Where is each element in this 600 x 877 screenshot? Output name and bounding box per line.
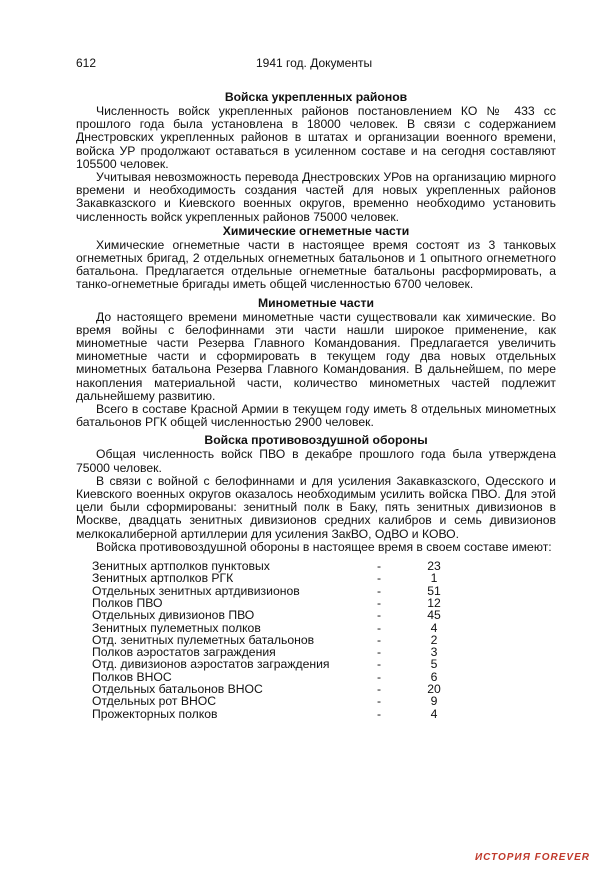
- composition-row: [92, 708, 464, 720]
- paragraph: Химические огнеметные части в настоящее время состоят из 3 танковых огнеметных бригад, 2 отдельных огнеметных батальонов и 1 опытного огнеметного батальона. Предлагается отдельные огнеметные батальоны расформировать, а танко-огнеметные бригады иметь общей численностью 6700 человек.: [76, 237, 556, 292]
- composition-dash: -: [376, 559, 382, 574]
- composition-value: 5: [430, 657, 438, 672]
- page-header: [0, 56, 600, 72]
- paragraph: Учитывая невозможность перевода Днестровских УРов на организацию мирного времени и необходимость создания частей для новых укрепленных районов Закавказского и Киевского военных округов, временно необходимо установить численность войск укрепленных районов 75000 человек.: [76, 170, 556, 224]
- paragraph: В связи с войной с белофиннами и для усиления Закавказского, Одесского и Киевского военных округов оказалось необходимым усилить войска ПВО. Для этой цели были сформированы: зенитный полк в Баку, пять зенитных дивизионов в Москве, двадцать зенитных дивизионов средних калибров и семь дивизионов мелкокалиберной артиллерии для усиления ЗакВО, ОдВО и КОВО.: [76, 473, 556, 541]
- section-air-defense: [76, 433, 556, 554]
- watermark: ИСТОРИЯ FOREVER: [474, 852, 590, 863]
- section-heading: Минометные части: [258, 295, 374, 310]
- composition-label: Зенитных артполков пунктовых: [92, 559, 270, 574]
- composition-value: 6: [430, 669, 438, 684]
- composition-dash: -: [376, 583, 382, 598]
- composition-label: Зенитных пулеметных полков: [92, 620, 261, 635]
- composition-value: 4: [430, 706, 438, 721]
- composition-value: 45: [427, 608, 441, 623]
- paragraph: Общая численность войск ПВО в декабре прошлого года была утверждена 75000 человек.: [76, 447, 556, 475]
- paragraph: Всего в составе Красной Армии в текущем году иметь 8 отдельных минометных батальонов РГК общей численностью 2900 человек.: [76, 402, 556, 430]
- composition-label: Зенитных артполков РГК: [92, 571, 234, 586]
- composition-value: 4: [430, 620, 438, 635]
- composition-row: [92, 609, 464, 621]
- composition-label: Отд. дивизионов аэростатов заграждения: [92, 657, 330, 672]
- composition-value: 20: [427, 682, 441, 697]
- composition-row: [92, 658, 464, 670]
- composition-row: [92, 695, 464, 707]
- composition-label: Отдельных батальонов ВНОС: [92, 682, 263, 697]
- composition-dash: -: [376, 682, 382, 697]
- page-number: 612: [76, 56, 97, 70]
- paragraph: До настоящего времени минометные части существовали как химические. Во время войны с белофиннами эти части нашли широкое применение, как минометные части Резерва Главного Командования. Предлагается увеличить минометные части и сформировать в текущем году два новых отдельных минометных батальона Резерва Главного Командования. В дальнейшем, по мере накопления материальной части, количество минометных частей подлежит дальнейшему развитию.: [76, 309, 556, 403]
- composition-dash: -: [376, 620, 382, 635]
- composition-value: 51: [427, 583, 441, 598]
- composition-label: Полков аэростатов заграждения: [92, 645, 276, 660]
- section-heading: Войска противовоздушной обороны: [204, 433, 428, 448]
- composition-value: 23: [427, 559, 441, 574]
- paragraph: Войска противовоздушной обороны в настоящее время в своем составе имеют:: [96, 539, 552, 554]
- composition-dash: -: [376, 706, 382, 721]
- composition-dash: -: [376, 694, 382, 709]
- section-heading: Химические огнеметные части: [222, 223, 410, 238]
- composition-dash: -: [376, 645, 382, 660]
- composition-label: Полков ПВО: [92, 595, 163, 610]
- section-fortified-areas: [76, 90, 556, 224]
- section-mortar-units: [76, 296, 556, 430]
- composition-dash: -: [376, 608, 382, 623]
- composition-label: Отд. зенитных пулеметных батальонов: [92, 632, 315, 647]
- composition-label: Отдельных рот ВНОС: [92, 694, 217, 709]
- paragraph: Численность войск укрепленных районов постановлением КО № 433 сс прошлого года была установлена в 18000 человек. В связи с содержанием Днестровских укрепленных районов в штатах и организации военного времени, войска УР продолжают оставаться в усиленном составе и на сегодня составляют 105500 человек.: [76, 104, 556, 171]
- composition-label: Отдельных зенитных артдивизионов: [92, 583, 300, 598]
- composition-dash: -: [376, 657, 382, 672]
- composition-label: Прожекторных полков: [92, 706, 218, 721]
- section-heading: Войска укрепленных районов: [224, 90, 408, 104]
- composition-row: [92, 572, 464, 584]
- composition-dash: -: [376, 571, 382, 586]
- composition-dash: -: [376, 669, 382, 684]
- composition-value: 3: [430, 645, 438, 660]
- running-title: 1941 год. Документы: [256, 56, 373, 70]
- composition-dash: -: [376, 632, 382, 647]
- composition-label: Полков ВНОС: [92, 669, 172, 684]
- page-content: [76, 90, 556, 720]
- composition-table: [92, 560, 464, 720]
- section-chemical-flamethrower: [76, 224, 556, 292]
- composition-value: 2: [430, 632, 438, 647]
- composition-value: 1: [430, 571, 438, 586]
- composition-value: 12: [427, 595, 441, 610]
- composition-dash: -: [376, 595, 382, 610]
- composition-label: Отдельных дивизионов ПВО: [92, 608, 255, 623]
- composition-value: 9: [430, 694, 438, 709]
